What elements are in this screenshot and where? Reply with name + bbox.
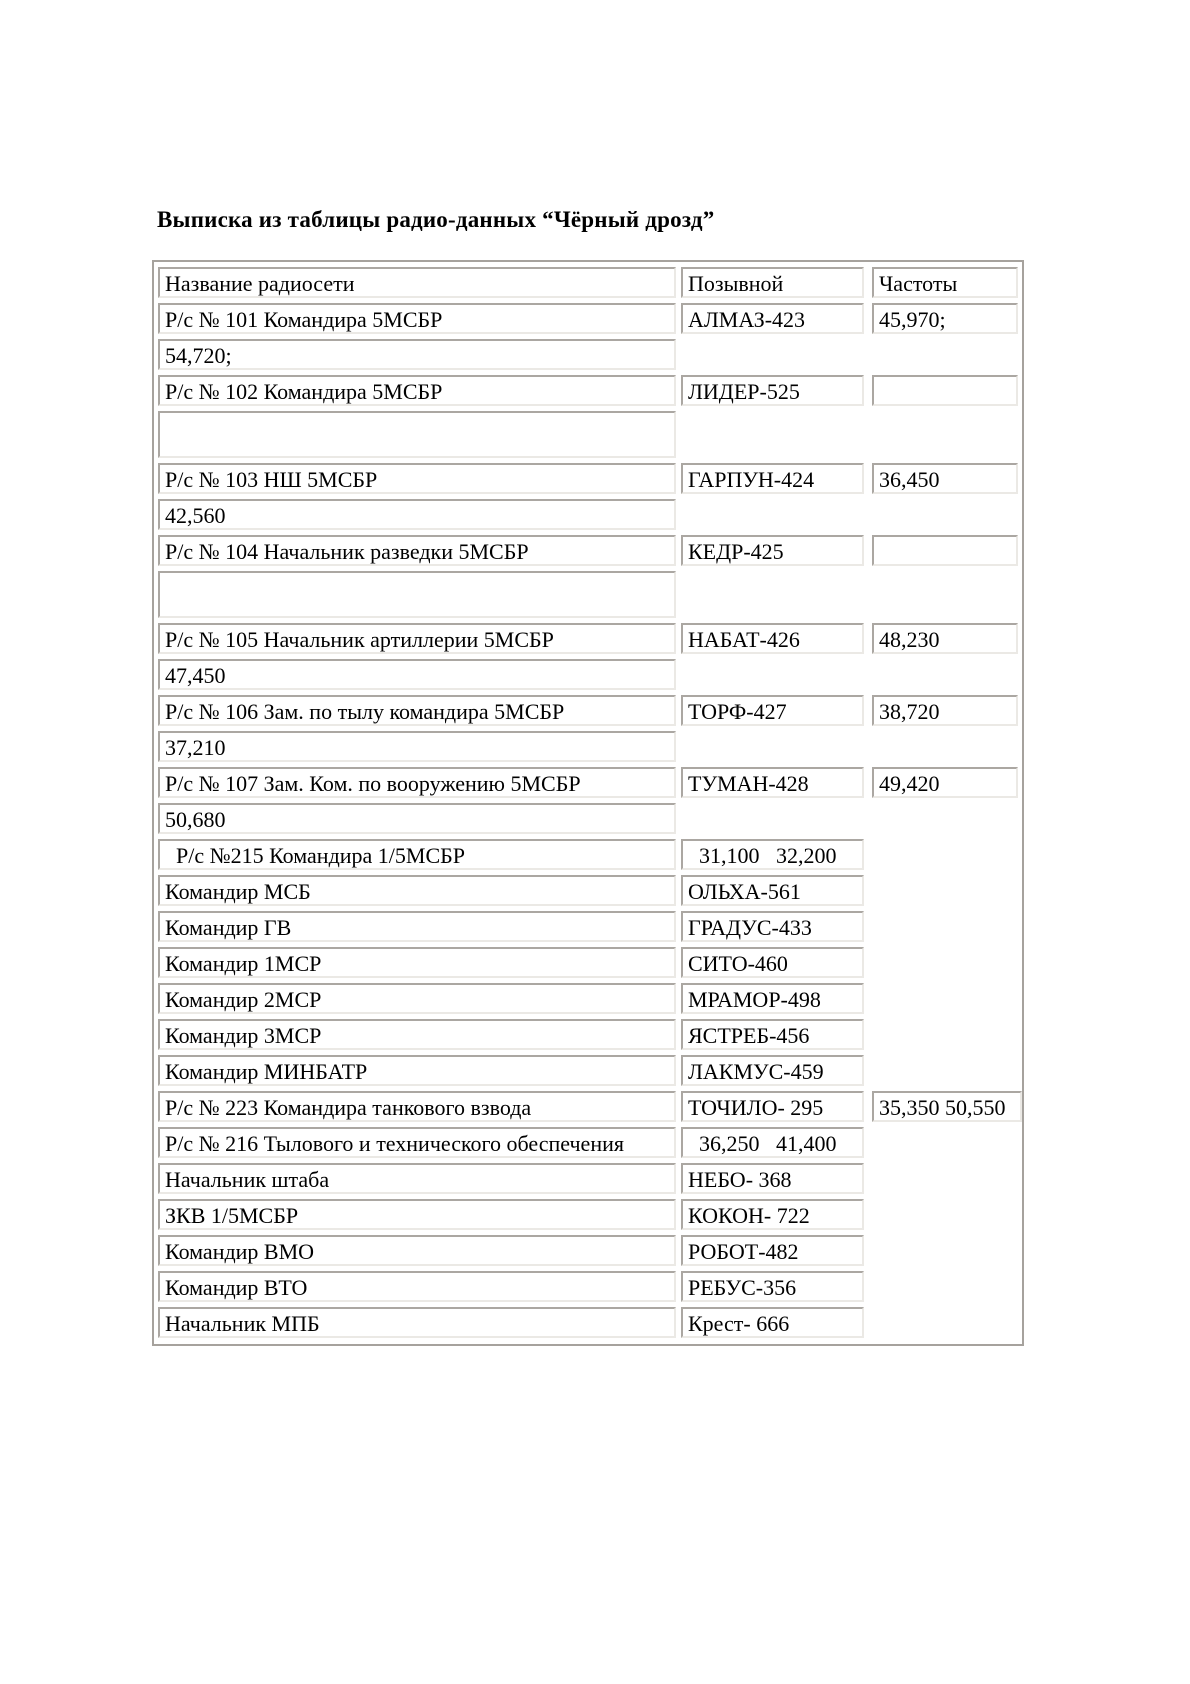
table-row [158, 1163, 1022, 1194]
page-title: Выписка из таблицы радио-данных “Чёрный дрозд” [157, 207, 715, 232]
table-row [158, 1091, 1022, 1122]
callsign-cell: СИТО-460 [681, 947, 864, 978]
radio-net-name-cell [158, 411, 676, 458]
radio-net-name-cell: Командир МСБ [158, 875, 676, 906]
table-body [158, 303, 1022, 1338]
radio-net-name-cell: Р/с № 216 Тылового и технического обеспечения [158, 1127, 676, 1158]
frequency-cell: 38,720 [872, 695, 1018, 726]
header-cell-callsign: Позывной [681, 267, 864, 298]
radio-net-name-cell: Р/с №215 Командира 1/5МСБР [158, 839, 676, 870]
table-row [158, 947, 1022, 978]
radio-net-name-cell: 37,210 [158, 731, 676, 762]
table-row [158, 1199, 1022, 1230]
callsign-cell: ТУМАН-428 [681, 767, 864, 798]
radio-data-table [152, 260, 1024, 1346]
callsign-cell: ГАРПУН-424 [681, 463, 864, 494]
radio-net-name-cell: Р/с № 105 Начальник артиллерии 5МСБР [158, 623, 676, 654]
table-row [158, 1235, 1022, 1266]
radio-net-name-cell: 50,680 [158, 803, 676, 834]
frequency-cell: 49,420 [872, 767, 1018, 798]
radio-net-name-cell: Командир 3МСР [158, 1019, 676, 1050]
callsign-cell: ЛИДЕР-525 [681, 375, 864, 406]
radio-net-name-cell: Командир ВМО [158, 1235, 676, 1266]
radio-net-name-cell: Р/с № 101 Командира 5МСБР [158, 303, 676, 334]
table-row [158, 875, 1022, 906]
radio-net-name-cell: Р/с № 104 Начальник разведки 5МСБР [158, 535, 676, 566]
callsign-cell: АЛМАЗ-423 [681, 303, 864, 334]
callsign-cell: КЕДР-425 [681, 535, 864, 566]
table-row [158, 839, 1022, 870]
frequency-cell [872, 375, 1018, 406]
callsign-cell: Крест- 666 [681, 1307, 864, 1338]
table-row [158, 411, 1022, 458]
table-row [158, 623, 1022, 654]
radio-net-name-cell: Р/с № 106 Зам. по тылу командира 5МСБР [158, 695, 676, 726]
table-row [158, 1307, 1022, 1338]
table-row [158, 1019, 1022, 1050]
callsign-cell: ЯСТРЕБ-456 [681, 1019, 864, 1050]
table-row [158, 659, 1022, 690]
table-row [158, 803, 1022, 834]
radio-net-name-cell: Начальник МПБ [158, 1307, 676, 1338]
table-row [158, 1055, 1022, 1086]
table-row [158, 767, 1022, 798]
table-row [158, 499, 1022, 530]
table-row [158, 339, 1022, 370]
radio-net-name-cell [158, 571, 676, 618]
frequency-cell: 35,350 50,550 [872, 1091, 1022, 1122]
table-row [158, 731, 1022, 762]
frequency-cell: 36,450 [872, 463, 1018, 494]
radio-net-name-cell: 42,560 [158, 499, 676, 530]
radio-net-name-cell: Командир 2МСР [158, 983, 676, 1014]
frequency-cell: 48,230 [872, 623, 1018, 654]
table-row [158, 983, 1022, 1014]
table-row [158, 1271, 1022, 1302]
radio-net-name-cell: 47,450 [158, 659, 676, 690]
radio-net-name-cell: Р/с № 107 Зам. Ком. по вооружению 5МСБР [158, 767, 676, 798]
table-row [158, 375, 1022, 406]
callsign-cell: РЕБУС-356 [681, 1271, 864, 1302]
callsign-cell: НАБАТ-426 [681, 623, 864, 654]
callsign-cell: ТОРФ-427 [681, 695, 864, 726]
callsign-cell: 31,100 32,200 [681, 839, 864, 870]
radio-net-name-cell: Р/с № 103 НШ 5МСБР [158, 463, 676, 494]
callsign-cell: ЛАКМУС-459 [681, 1055, 864, 1086]
table-header-row [158, 267, 1022, 298]
header-cell-frequencies: Частоты [872, 267, 1018, 298]
callsign-cell: ТОЧИЛО- 295 [681, 1091, 864, 1122]
table-row [158, 695, 1022, 726]
table-row [158, 535, 1022, 566]
table-row [158, 463, 1022, 494]
table-row [158, 1127, 1022, 1158]
radio-net-name-cell: 54,720; [158, 339, 676, 370]
radio-net-name-cell: Командир 1МСР [158, 947, 676, 978]
radio-net-name-cell: Р/с № 102 Командира 5МСБР [158, 375, 676, 406]
radio-net-name-cell: Командир МИНБАТР [158, 1055, 676, 1086]
radio-net-name-cell: Р/с № 223 Командира танкового взвода [158, 1091, 676, 1122]
frequency-cell [872, 535, 1018, 566]
header-cell-radio-net-name: Название радиосети [158, 267, 676, 298]
callsign-cell: ОЛЬХА-561 [681, 875, 864, 906]
table-row [158, 911, 1022, 942]
radio-net-name-cell: Начальник штаба [158, 1163, 676, 1194]
radio-net-name-cell: Командир ГВ [158, 911, 676, 942]
frequency-cell: 45,970; [872, 303, 1018, 334]
callsign-cell: НЕБО- 368 [681, 1163, 864, 1194]
callsign-cell: 36,250 41,400 [681, 1127, 864, 1158]
radio-net-name-cell: Командир ВТО [158, 1271, 676, 1302]
callsign-cell: ГРАДУС-433 [681, 911, 864, 942]
table-row [158, 571, 1022, 618]
radio-net-name-cell: ЗКВ 1/5МСБР [158, 1199, 676, 1230]
callsign-cell: КОКОН- 722 [681, 1199, 864, 1230]
callsign-cell: МРАМОР-498 [681, 983, 864, 1014]
callsign-cell: РОБОТ-482 [681, 1235, 864, 1266]
table-row [158, 303, 1022, 334]
